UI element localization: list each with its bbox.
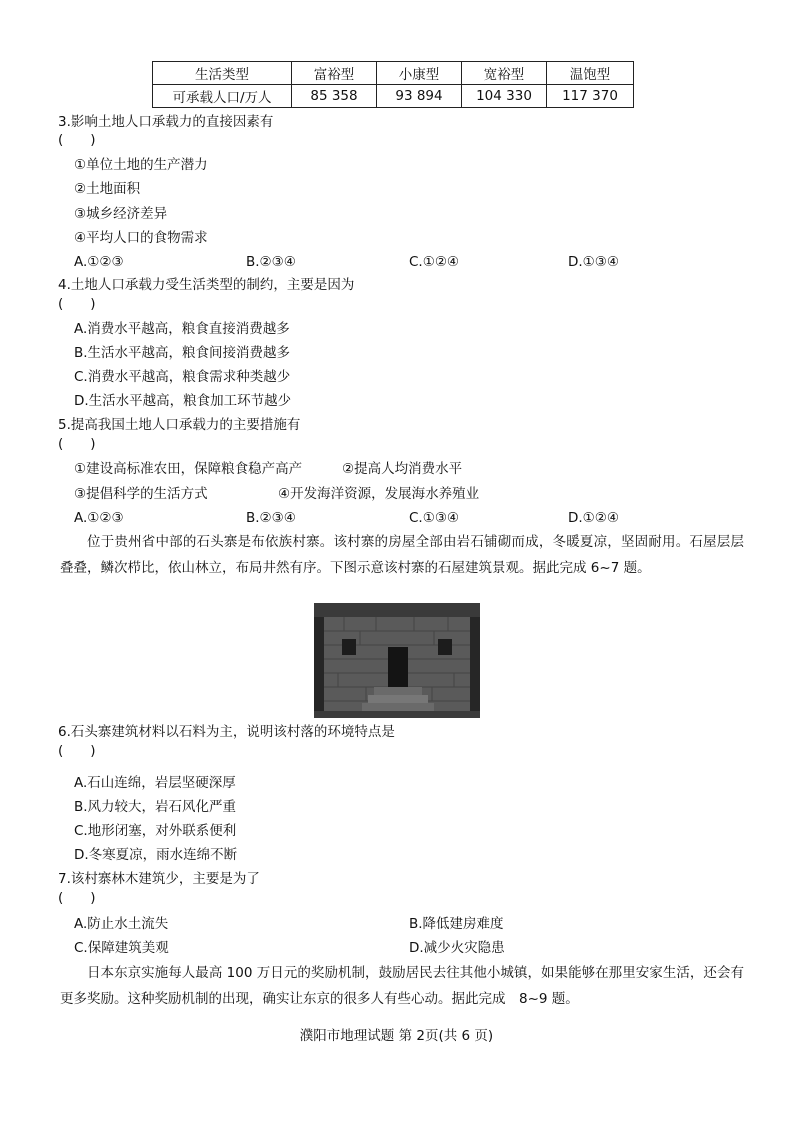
choice-a: A.①②③ [74,510,124,526]
option-b: B.降低建房难度 [409,916,504,932]
option-c: C.地形闭塞，对外联系便利 [74,823,237,839]
option-d: D.生活水平越高，粮食加工环节越少 [74,393,292,409]
table-cell: 宽裕型 [462,62,547,85]
table-header-row [153,62,634,85]
question-5-stem: 5.提高我国土地人口承载力的主要措施有 [58,417,301,433]
answer-paren: ( ) [58,436,96,452]
option-a: A.防止水土流失 [74,916,169,932]
question-6-stem: 6.石头寨建筑材料以石料为主，说明该村落的环境特点是 [58,724,395,740]
option-b: B.生活水平越高，粮食间接消费越多 [74,345,291,361]
stone-house-photo [314,603,480,718]
statement-item: ①单位土地的生产潜力 [74,157,208,173]
population-capacity-table [152,61,634,108]
choice-c: C.①③④ [409,510,460,526]
statement-item: ①建设高标准农田，保障粮食稳产高产 [74,461,303,477]
option-a: A.石山连绵，岩层坚硬深厚 [74,775,236,791]
answer-paren: ( ) [58,890,96,906]
statement-item: ②提高人均消费水平 [342,461,463,477]
question-7-stem: 7.该村寨林木建筑少，主要是为了 [58,871,260,887]
choice-d: D.①②④ [568,510,619,526]
choice-b: B.②③④ [246,254,296,270]
choice-c: C.①②④ [409,254,460,270]
answer-paren: ( ) [58,296,96,312]
option-c: C.消费水平越高，粮食需求种类越少 [74,369,291,385]
choice-d: D.①③④ [568,254,619,270]
table-cell: 85 358 [292,85,377,108]
table-cell: 生活类型 [153,62,292,85]
table-cell: 104 330 [462,85,547,108]
option-d: D.减少火灾隐患 [409,940,505,956]
statement-item: ②土地面积 [74,181,141,197]
answer-paren: ( ) [58,132,96,148]
page-footer: 濮阳市地理试题 第 2页(共 6 页) [299,1028,494,1044]
table-row [153,85,634,108]
table-cell: 富裕型 [292,62,377,85]
table-cell: 可承载人口/万人 [153,85,292,108]
statement-item: ③提倡科学的生活方式 [74,486,208,502]
choice-b: B.②③④ [246,510,296,526]
statement-item: ③城乡经济差异 [74,206,168,222]
reading-passage-tokyo: 日本东京实施每人最高 100 万日元的奖励机制，鼓励居民去往其他小城镇，如果能够在那里安家生活，还会有更多奖励。这种奖励机制的出现，确实让东京的很多人有些心动。据此完成 8~9 题。 [60,965,744,1007]
answer-paren: ( ) [58,743,96,759]
option-b: B.风力较大，岩石风化严重 [74,799,237,815]
statement-item: ④开发海洋资源，发展海水养殖业 [278,486,480,502]
table-cell: 117 370 [547,85,634,108]
table-cell: 93 894 [377,85,462,108]
choice-a: A.①②③ [74,254,124,270]
option-d: D.冬寒夏凉，雨水连绵不断 [74,847,238,863]
table-cell: 温饱型 [547,62,634,85]
statement-item: ④平均人口的食物需求 [74,230,208,246]
option-a: A.消费水平越高，粮食直接消费越多 [74,321,290,337]
question-3-stem: 3.影响土地人口承载力的直接因素有 [58,114,274,130]
stone-house-illustration [314,603,480,718]
option-c: C.保障建筑美观 [74,940,169,956]
reading-passage-stone-village: 位于贵州省中部的石头寨是布依族村寨。该村寨的房屋全部由岩石铺砌而成，冬暖夏凉，坚固耐用。石屋层层叠叠，鳞次栉比，依山林立，布局井然有序。下图示意该村寨的石屋建筑景观。据此完成 6~7 题。 [60,534,744,576]
question-4-stem: 4.土地人口承载力受生活类型的制约，主要是因为 [58,277,355,293]
table-cell: 小康型 [377,62,462,85]
